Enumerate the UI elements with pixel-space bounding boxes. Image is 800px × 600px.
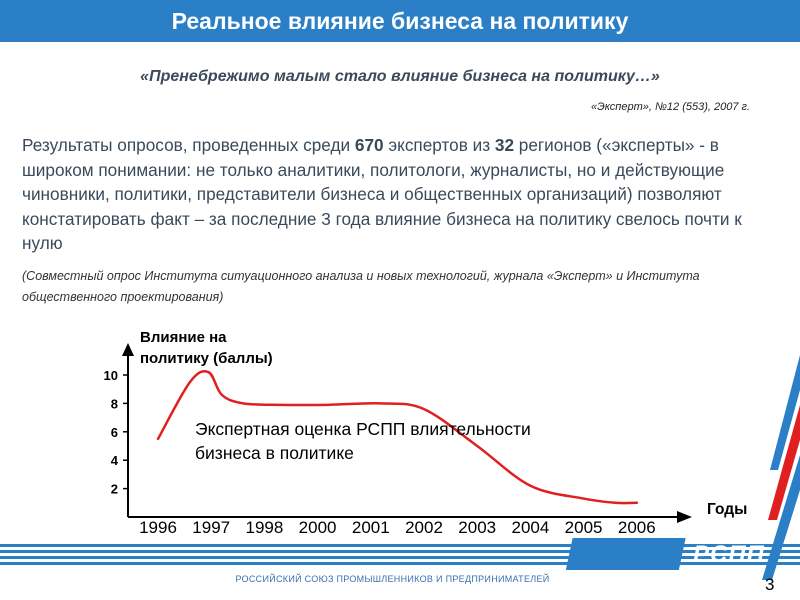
x-tick-label: 1996: [139, 518, 177, 537]
footer-organization: РОССИЙСКИЙ СОЮЗ ПРОМЫШЛЕННИКОВ И ПРЕДПРИНИМАТЕЛЕЙ: [235, 574, 550, 584]
x-tick-label: 2006: [617, 518, 656, 537]
y-axis-arrow: [122, 343, 134, 356]
y-ticks: [104, 368, 128, 497]
x-tick-label: 1997: [192, 518, 231, 537]
body-text-part1: Результаты опросов, проведенных среди: [22, 135, 355, 155]
y-tick-label: 10: [103, 368, 118, 383]
survey-note: (Совместный опрос Института ситуационного анализа и новых технологий, журнала «Эксперт» и Института общественного проектирования): [22, 269, 700, 304]
x-tick-label: 2000: [298, 518, 337, 537]
y-tick-label: 6: [110, 424, 118, 440]
x-axis-title: Годы: [707, 501, 748, 518]
y-axis-title: Влияние на политику (баллы): [140, 329, 273, 367]
x-ticks: [139, 518, 656, 537]
x-axis-arrow: [677, 511, 692, 523]
slide-title: Реальное влияние бизнеса на политику: [0, 0, 800, 42]
quote: «Пренебрежимо малым стало влияние бизнеса на политику…»: [140, 68, 660, 85]
body-text-part3: регионов («эксперты» - в широком понимании: не только аналитики, политологи, журналисты, но и действующие чиновники, политики, представители бизнеса и общественных организаций) позволяют констатировать факт – за последние 3 года влияние бизнеса на политику свелось почти к нулю: [22, 135, 742, 253]
regions-count: 32: [494, 135, 515, 155]
experts-count: 670: [354, 135, 384, 155]
quote-source: «Эксперт», №12 (553), 2007 г.: [590, 101, 750, 113]
x-tick-label: 2001: [351, 518, 390, 537]
rspp-logo: РСПП: [693, 541, 765, 568]
y-tick-label: 8: [110, 396, 118, 412]
x-tick-label: 1998: [245, 518, 284, 537]
x-tick-label: 2003: [458, 518, 497, 537]
x-tick-label: 2004: [511, 518, 550, 537]
body-text-part2: экспертов из: [383, 135, 495, 155]
y-tick-label: 2: [110, 481, 118, 497]
chart-annotation: Экспертная оценка РСПП влиятельности бизнеса в политике: [195, 419, 531, 463]
page-number: 3: [765, 575, 775, 594]
x-tick-label: 2005: [564, 518, 603, 537]
y-tick-label: 4: [110, 453, 118, 469]
x-tick-label: 2002: [405, 518, 443, 537]
